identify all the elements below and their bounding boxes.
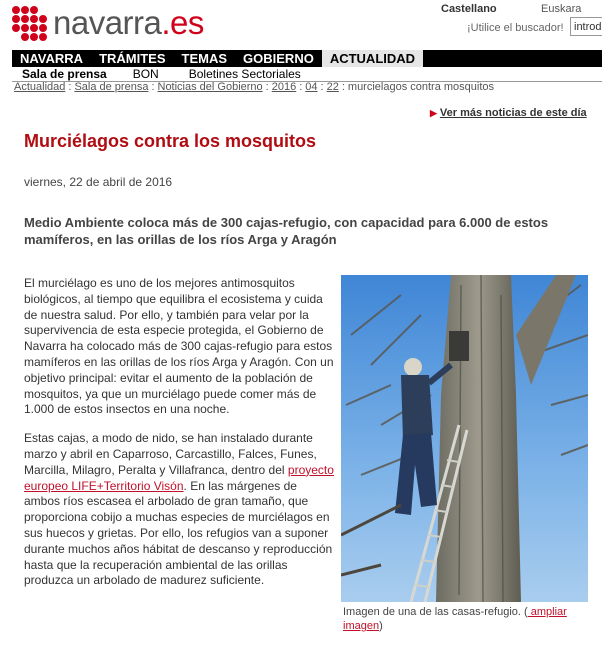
nav-actualidad[interactable]: ACTUALIDAD	[322, 50, 423, 67]
logo-text: navarra.es	[53, 4, 204, 41]
language-euskara[interactable]: Euskara	[541, 3, 582, 15]
nav-gobierno[interactable]: GOBIERNO	[243, 51, 314, 66]
breadcrumb-noticias[interactable]: Noticias del Gobierno	[157, 81, 263, 93]
article-paragraph-1: El murciélago es uno de los mejores antimosquitos biológicos, al tiempo que equilibra el ecosistema y cuida de nuestra salud. Por ello, y también para velar por la supervivencia de esta especie protegida, el Gobierno de Navarra ha colocado más de 300 cajas-refugio para estos mamíferos en las orillas de los ríos Arga y Aragón. Con un objetivo principal: evitar el aumento de la población de mosquitos, ya que un murciélago puede comer más de 1.000 de estos insectos en una noche.	[24, 276, 334, 417]
article-date: viernes, 22 de abril de 2016	[24, 175, 173, 189]
project-link[interactable]: proyecto europeo LIFE+Territorio Visón	[24, 462, 334, 493]
article-photo[interactable]	[341, 275, 588, 602]
breadcrumb-current: murcielagos contra mosquitos	[347, 81, 495, 93]
main-nav	[12, 50, 602, 67]
breadcrumb-sala-de-prensa[interactable]: Sala de prensa	[74, 81, 149, 93]
nav-temas[interactable]: TEMAS	[181, 51, 228, 66]
more-news-link[interactable]	[430, 107, 587, 119]
subnav-bon[interactable]: BON	[132, 67, 159, 81]
subnav-sala-de-prensa[interactable]: Sala de prensa	[22, 67, 107, 81]
logo-dots-icon	[12, 6, 47, 41]
breadcrumb-month[interactable]: 04	[305, 81, 318, 93]
breadcrumb-actualidad[interactable]: Actualidad	[14, 81, 66, 93]
breadcrumb-year[interactable]: 2016	[271, 81, 297, 93]
article-summary: Medio Ambiente coloca más de 300 cajas-refugio, con capacidad para 6.000 de estos mamíferos, en las orillas de los ríos Arga y Aragón	[24, 215, 549, 247]
nav-navarra[interactable]: NAVARRA	[20, 51, 84, 66]
language-castellano[interactable]: Castellano	[441, 3, 497, 15]
sub-nav	[12, 67, 602, 82]
more-news-label: Ver más noticias de este día	[439, 107, 587, 119]
breadcrumb-day[interactable]: 22	[326, 81, 339, 93]
photo-caption: Imagen de una de las casas-refugio. ( ampliar imagen)	[343, 606, 567, 632]
subnav-boletines[interactable]: Boletines Sectoriales	[188, 67, 301, 81]
nav-tramites[interactable]: TRÁMITES	[99, 51, 166, 66]
search-label: ¡Utilice el buscador!	[467, 22, 564, 34]
enlarge-image-link[interactable]: ampliar imagen	[343, 606, 567, 632]
article-paragraph-2: Estas cajas, a modo de nido, se han instalado durante marzo y abril en Caparroso, Carcastillo, Falces, Funes, Marcilla, Milagro, Peralta y Villafranca, dentro del proyecto europeo LIFE+Territorio Visón. En las márgenes de ambos ríos escasea el arbolado de gran tamaño, que proporciona cobijo a muchas especies de murciélagos en sus huecos y grietas. Por ello, los refugios van a suponer durante muchos años hábitat de descanso y reproducción hasta que la recuperación ambiental de las orillas produzca un arbolado de madurez suficiente.	[24, 431, 334, 588]
article-body	[24, 276, 334, 602]
site-logo[interactable]	[12, 4, 204, 42]
photo-tree-ladder-icon	[341, 275, 588, 602]
article-title: Murciélagos contra los mosquitos	[24, 131, 317, 151]
search-input[interactable]	[570, 17, 602, 36]
breadcrumb: Actualidad : Sala de prensa : Noticias del Gobierno : 2016 : 04 : 22 : murcielagos contra mosquitos	[14, 81, 495, 93]
arrow-right-icon: ▶	[430, 108, 437, 118]
